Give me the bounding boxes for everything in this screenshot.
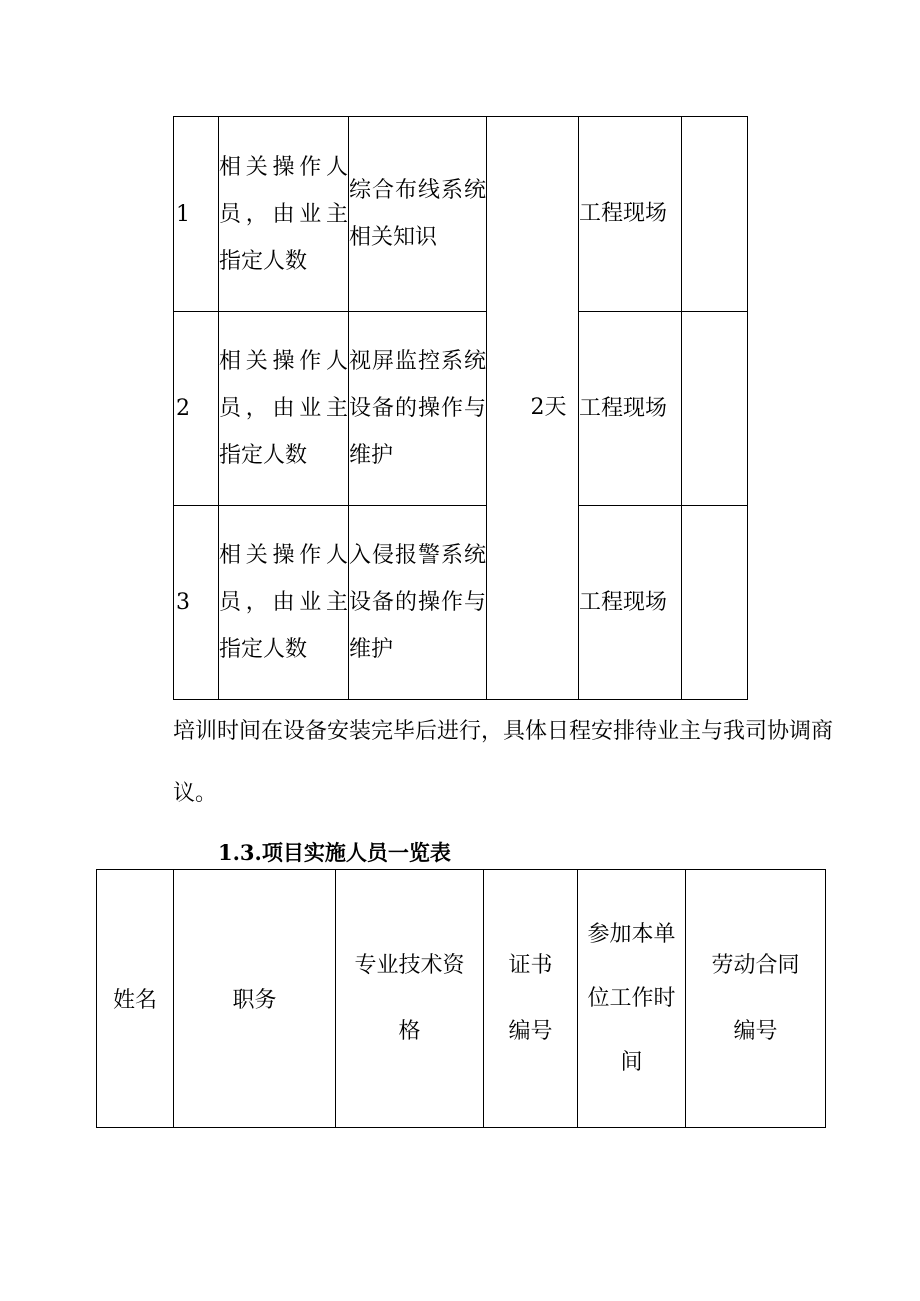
header-cell-qualification: 专业技术资格 <box>336 870 484 1128</box>
content-cell: 视屏监控系统设备的操作与维护 <box>349 312 487 506</box>
remark-cell <box>682 506 748 700</box>
content-cell: 综合布线系统相关知识 <box>349 117 487 312</box>
trainees-cell: 相关操作人员，由业主指定人数 <box>219 312 349 506</box>
location-cell: 工程现场 <box>579 312 682 506</box>
staff-table-header-row <box>97 870 826 1128</box>
trainees-cell: 相关操作人员，由业主指定人数 <box>219 117 349 312</box>
header-cell-name: 姓名 <box>97 870 174 1128</box>
staff-table <box>96 869 826 1128</box>
table-row <box>174 506 748 700</box>
remark-cell <box>682 312 748 506</box>
content-cell: 入侵报警系统设备的操作与维护 <box>349 506 487 700</box>
header-cell-contract-no: 劳动合同编号 <box>686 870 826 1128</box>
section-title: 1.3.项目实施人员一览表 <box>218 840 451 865</box>
duration-text: 2天 <box>530 395 567 420</box>
row-number: 2 <box>174 312 219 506</box>
table-row <box>174 117 748 312</box>
table-row <box>174 312 748 506</box>
training-table <box>173 116 748 700</box>
duration-cell <box>487 117 579 700</box>
header-cell-join-date: 参加本单位工作时间 <box>578 870 686 1128</box>
location-cell: 工程现场 <box>579 117 682 312</box>
training-note-text: 培训时间在设备安装完毕后进行，具体日程安排待业主与我司协调商议。 <box>173 719 834 806</box>
location-cell: 工程现场 <box>579 506 682 700</box>
row-number: 3 <box>174 506 219 700</box>
row-number: 1 <box>174 117 219 312</box>
training-note-paragraph <box>173 701 833 825</box>
remark-cell <box>682 117 748 312</box>
header-cell-certificate-no: 证书编号 <box>484 870 578 1128</box>
trainees-cell: 相关操作人员，由业主指定人数 <box>219 506 349 700</box>
header-cell-position: 职务 <box>174 870 336 1128</box>
